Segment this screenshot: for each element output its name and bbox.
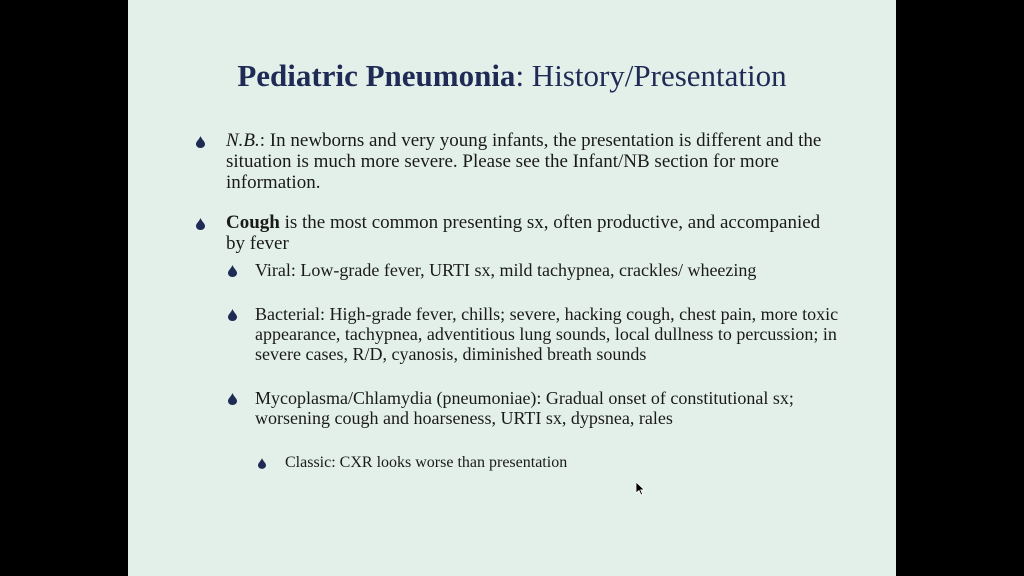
- sub-bullet-text: Viral: Low-grade fever, URTI sx, mild tachypnea, crackles/ wheezing: [255, 260, 757, 280]
- droplet-bullet-icon: [196, 136, 205, 148]
- droplet-bullet-icon: [228, 393, 237, 405]
- bullet-lead: N.B.: [226, 130, 260, 151]
- sub-bullet-item-mycoplasma: [255, 388, 845, 428]
- slide-title: [128, 58, 896, 94]
- letterbox-left: [0, 0, 128, 576]
- droplet-bullet-icon: [228, 309, 237, 321]
- sub-bullet-text: Bacterial: High-grade fever, chills; severe, hacking cough, chest pain, more toxic appearance, tachypnea, adventitious lung sounds, local dullness to percussion; in severe cases, R/D, cyanosis, diminished breath sounds: [255, 304, 839, 364]
- droplet-bullet-icon: [196, 218, 205, 230]
- sub-sub-bullet-text: Classic: CXR looks worse than presentation: [285, 454, 568, 471]
- droplet-bullet-icon: [228, 265, 237, 277]
- sub-bullet-item-bacterial: [255, 304, 845, 364]
- bullet-text: : In newborns and very young infants, the presentation is different and the situation is much more severe. Please see the Infant/NB section for more information.: [226, 130, 822, 193]
- bullet-item-cough: [226, 212, 836, 254]
- droplet-bullet-icon: [258, 458, 266, 469]
- bullet-text: is the most common presenting sx, often productive, and accompanied by fever: [226, 212, 821, 254]
- bullet-item-nb: [226, 130, 836, 193]
- sub-bullet-text: Mycoplasma/Chlamydia (pneumoniae): Gradual onset of constitutional sx; worsening cough and hoarseness, URTI sx, dypsnea, rales: [255, 388, 794, 428]
- mouse-pointer-icon: [636, 482, 646, 496]
- sub-bullet-item-viral: [255, 260, 845, 280]
- sub-sub-bullet-item-classic: [285, 454, 825, 472]
- presentation-slide: [128, 0, 896, 576]
- bullet-lead: Cough: [226, 212, 280, 233]
- letterbox-right: [896, 0, 1024, 576]
- title-rest: : History/Presentation: [515, 58, 787, 93]
- title-bold: Pediatric Pneumonia: [237, 58, 516, 93]
